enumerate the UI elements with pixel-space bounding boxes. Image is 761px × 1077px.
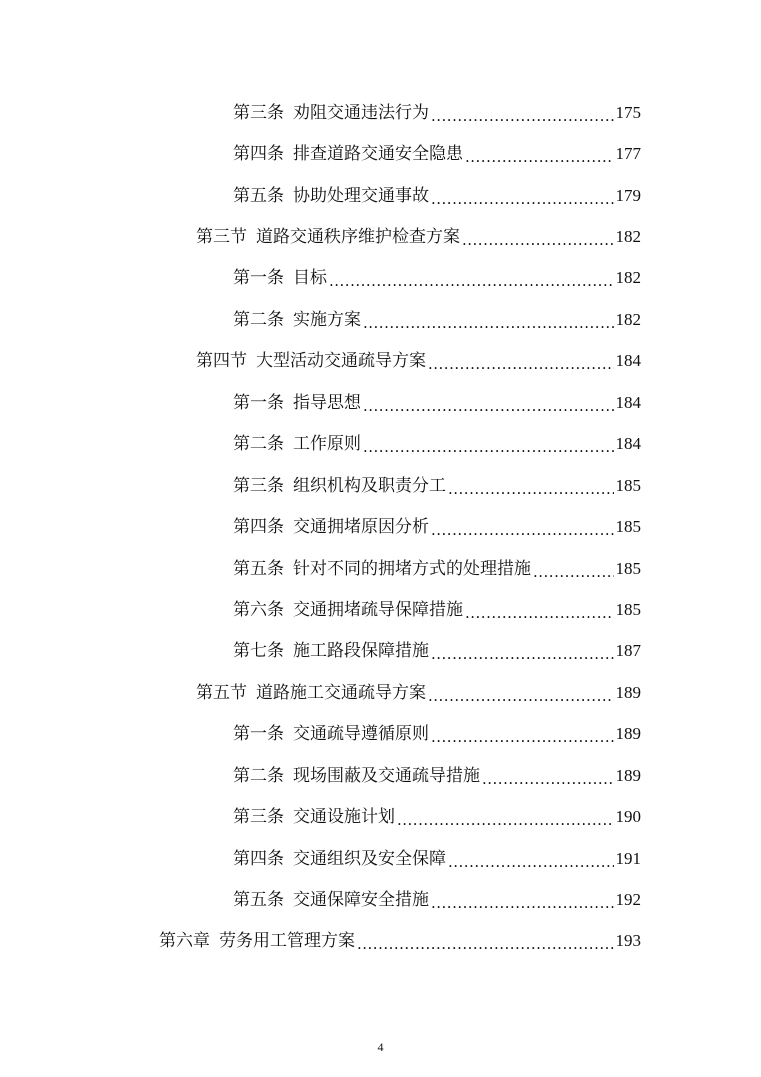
toc-entry[interactable] — [0, 216, 641, 257]
dot-leader — [465, 603, 614, 623]
toc-entry-title: 组织机构及职责分工 — [293, 475, 446, 496]
toc-entry[interactable] — [0, 755, 641, 796]
toc-entry[interactable] — [0, 382, 641, 423]
toc-entry-number: 第五条 — [233, 185, 284, 206]
toc-entry[interactable] — [0, 548, 641, 589]
dot-leader — [462, 230, 614, 250]
dot-leader — [448, 479, 614, 499]
dot-leader — [465, 147, 614, 167]
dot-leader — [431, 893, 614, 913]
toc-entry-number: 第三条 — [233, 102, 284, 123]
toc-entry-title: 劳务用工管理方案 — [219, 931, 355, 952]
toc-entry[interactable] — [0, 921, 641, 962]
toc-entry-title: 交通组织及安全保障 — [293, 848, 446, 869]
toc-entry[interactable] — [0, 796, 641, 837]
toc-entry-number: 第五条 — [233, 890, 284, 911]
toc-entry-number: 第三条 — [233, 475, 284, 496]
toc-entry-title: 劝阻交通违法行为 — [293, 102, 429, 123]
page-number: 4 — [377, 1040, 384, 1054]
toc-entry-page: 185 — [615, 517, 641, 537]
toc-entry-number: 第一条 — [233, 724, 284, 745]
toc-entry-number: 第六章 — [159, 931, 210, 952]
toc-entry[interactable] — [0, 714, 641, 755]
toc-entry-page: 184 — [615, 434, 641, 454]
toc-entry[interactable] — [0, 133, 641, 174]
toc-entry-number: 第五节 — [196, 682, 247, 703]
toc-entry-number: 第三节 — [196, 227, 247, 248]
toc-entry-page: 189 — [615, 724, 641, 744]
toc-entry-number: 第四条 — [233, 517, 284, 538]
dot-leader — [363, 437, 614, 457]
toc-entry-page: 185 — [615, 558, 641, 578]
toc-entry-number: 第二条 — [233, 765, 284, 786]
toc-entry-title: 现场围蔽及交通疏导措施 — [293, 765, 480, 786]
toc-entry-page: 185 — [615, 599, 641, 619]
toc-entry-page: 184 — [615, 392, 641, 412]
toc-entry-title: 针对不同的拥堵方式的处理措施 — [293, 558, 531, 579]
dot-leader — [363, 313, 614, 333]
toc-entry-page: 184 — [615, 351, 641, 371]
toc-entry-number: 第四条 — [233, 144, 284, 165]
toc-entry[interactable] — [0, 672, 641, 713]
toc-entry-number: 第三条 — [233, 807, 284, 828]
toc-entry-title: 协助处理交通事故 — [293, 185, 429, 206]
toc-entry-page: 189 — [615, 765, 641, 785]
toc-entry[interactable] — [0, 631, 641, 672]
dot-leader — [533, 562, 614, 582]
toc-entry-title: 交通拥堵原因分析 — [293, 517, 429, 538]
toc-entry[interactable] — [0, 506, 641, 547]
toc-entry-page: 192 — [615, 890, 641, 910]
toc-entry-page: 182 — [615, 309, 641, 329]
toc-entry-number: 第一条 — [233, 268, 284, 289]
dot-leader — [357, 934, 614, 954]
toc-entry-page: 193 — [615, 931, 641, 951]
toc-entry-page: 177 — [615, 144, 641, 164]
toc-entry-number: 第四节 — [196, 351, 247, 372]
toc-entry-title: 指导思想 — [293, 392, 361, 413]
toc-entry-number: 第二条 — [233, 434, 284, 455]
toc-entry-title: 交通疏导遵循原则 — [293, 724, 429, 745]
toc-entry[interactable] — [0, 589, 641, 630]
toc-entry[interactable] — [0, 424, 641, 465]
dot-leader — [431, 520, 614, 540]
dot-leader — [448, 852, 614, 872]
toc-entry-title: 交通拥堵疏导保障措施 — [293, 599, 463, 620]
toc-entry[interactable] — [0, 175, 641, 216]
toc-entry-page: 190 — [615, 807, 641, 827]
toc-entry[interactable] — [0, 92, 641, 133]
toc-entry-page: 182 — [615, 268, 641, 288]
toc-entry-number: 第七条 — [233, 641, 284, 662]
table-of-contents — [0, 92, 761, 962]
toc-entry-page: 191 — [615, 848, 641, 868]
toc-entry[interactable] — [0, 258, 641, 299]
toc-entry[interactable] — [0, 879, 641, 920]
dot-leader — [363, 396, 614, 416]
dot-leader — [431, 727, 614, 747]
dot-leader — [428, 354, 614, 374]
dot-leader — [397, 810, 614, 830]
toc-entry-title: 工作原则 — [293, 434, 361, 455]
dot-leader — [431, 106, 614, 126]
toc-entry-page: 179 — [615, 185, 641, 205]
toc-entry-number: 第二条 — [233, 309, 284, 330]
toc-entry-number: 第六条 — [233, 599, 284, 620]
toc-entry-title: 目标 — [293, 268, 327, 289]
dot-leader — [482, 769, 614, 789]
toc-entry[interactable] — [0, 299, 641, 340]
toc-entry-number: 第四条 — [233, 848, 284, 869]
toc-entry-title: 排查道路交通安全隐患 — [293, 144, 463, 165]
toc-entry[interactable] — [0, 341, 641, 382]
toc-entry-page: 175 — [615, 102, 641, 122]
dot-leader — [428, 686, 614, 706]
toc-entry-page: 187 — [615, 641, 641, 661]
dot-leader — [329, 271, 614, 291]
toc-entry-page: 189 — [615, 682, 641, 702]
toc-entry-page: 182 — [615, 227, 641, 247]
toc-entry[interactable] — [0, 465, 641, 506]
toc-entry-title: 交通保障安全措施 — [293, 890, 429, 911]
toc-entry-title: 交通设施计划 — [293, 807, 395, 828]
toc-entry-number: 第一条 — [233, 392, 284, 413]
toc-entry-page: 185 — [615, 475, 641, 495]
toc-entry-title: 道路交通秩序维护检查方案 — [256, 227, 460, 248]
toc-entry-title: 实施方案 — [293, 309, 361, 330]
dot-leader — [431, 189, 614, 209]
toc-entry-title: 大型活动交通疏导方案 — [256, 351, 426, 372]
toc-entry[interactable] — [0, 838, 641, 879]
dot-leader — [431, 644, 614, 664]
toc-entry-title: 道路施工交通疏导方案 — [256, 682, 426, 703]
toc-entry-title: 施工路段保障措施 — [293, 641, 429, 662]
toc-entry-number: 第五条 — [233, 558, 284, 579]
